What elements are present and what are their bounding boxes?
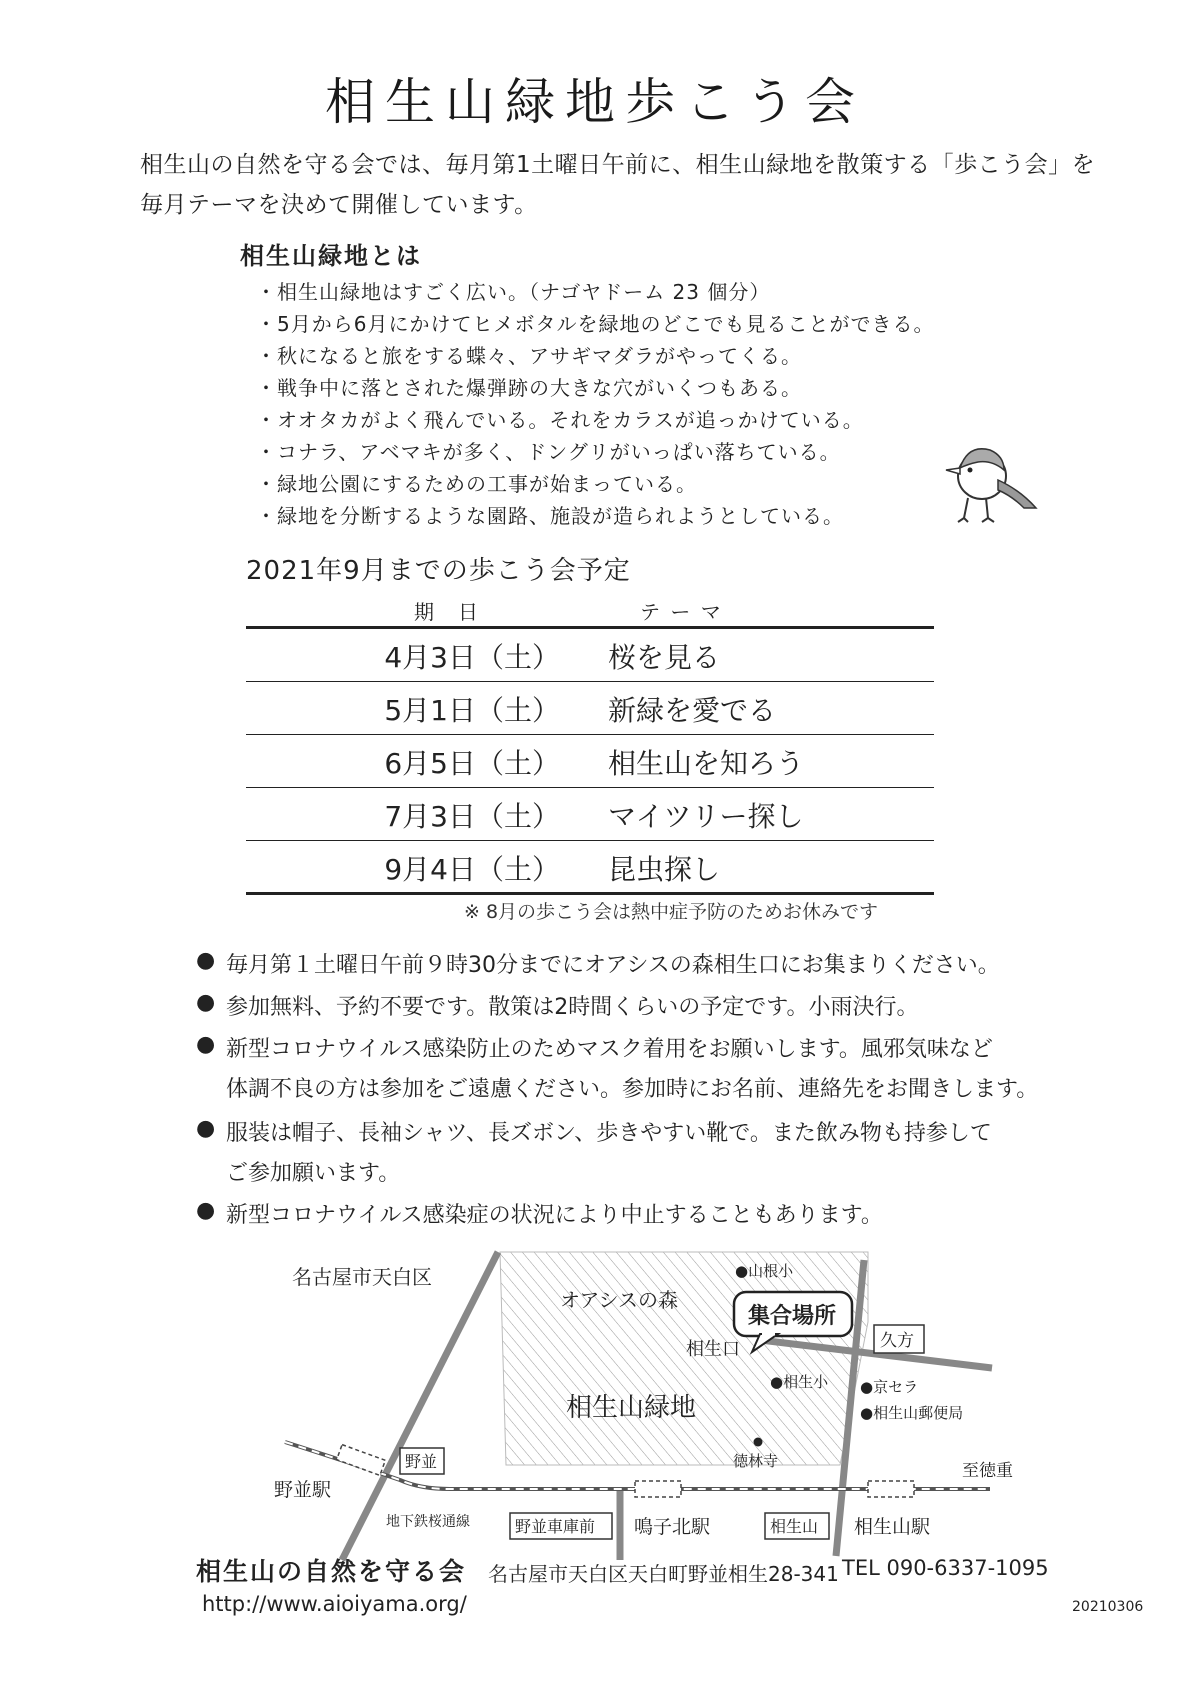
document-code: 20210306 — [1072, 1599, 1144, 1615]
schedule-date: 7月3日（土） — [384, 800, 560, 833]
notice-text: 毎月第１土曜日午前９時30分までにオアシスの森相生口にお集まりください。 — [226, 953, 1000, 978]
map-label-aioi-gate: 相生口 — [686, 1339, 740, 1360]
map-label-subway-line: 地下鉄桜通線 — [386, 1514, 470, 1530]
schedule-heading: 2021年9月までの歩こう会予定 — [246, 556, 631, 586]
org-name: 相生山の自然を守る会 — [196, 1557, 467, 1586]
bullet-icon: ● — [196, 990, 216, 1015]
area-map — [0, 1240, 1190, 1570]
notice-text: 体調不良の方は参加をご遠慮ください。参加時にお名前、連絡先をお聞きします。 — [226, 1077, 1039, 1102]
table-row-divider — [246, 681, 934, 682]
bird-illustration — [938, 432, 1050, 530]
bullet-icon: ● — [196, 1198, 216, 1223]
about-item: ・オオタカがよく飛んでいる。それをカラスが追っかけている。 — [256, 408, 864, 432]
about-heading: 相生山緑地とは — [240, 242, 422, 270]
schedule-note: ※ 8月の歩こう会は熱中症予防のためお休みです — [464, 901, 879, 923]
about-item: ・秋になると旅をする蝶々、アサギマダラがやってくる。 — [256, 344, 802, 368]
map-label-narukokita: 鳴子北駅 — [634, 1516, 711, 1538]
bullet-icon: ● — [196, 948, 216, 973]
noname-station-mark — [337, 1445, 386, 1476]
table-row-divider — [246, 840, 934, 841]
schedule-date: 9月4日（土） — [384, 853, 560, 886]
schedule-theme: マイツリー探し — [608, 800, 804, 833]
table-bottom-rule — [246, 892, 934, 895]
about-item: ・戦争中に落とされた爆弾跡の大きな穴がいくつもある。 — [256, 376, 802, 400]
notice-text: ご参加願います。 — [226, 1161, 401, 1186]
schedule-theme: 新緑を愛でる — [608, 694, 777, 727]
table-row-divider — [246, 734, 934, 735]
intro-line-2: 毎月テーマを決めて開催しています。 — [140, 192, 538, 218]
schedule-theme: 昆虫探し — [608, 853, 721, 886]
map-label-oasis: オアシスの森 — [560, 1288, 678, 1312]
about-item: ・緑地を分断するような園路、施設が造られようとしている。 — [256, 504, 844, 528]
schedule-date: 4月3日（土） — [384, 641, 560, 674]
table-top-rule — [246, 626, 934, 629]
notice-text: 新型コロナウイルス感染防止のためマスク着用をお願いします。風邪気味など — [226, 1037, 993, 1062]
org-website-link[interactable]: http://www.aioiyama.org/ — [202, 1592, 467, 1616]
org-address: 名古屋市天白区天白町野並相生28-341 — [488, 1562, 839, 1586]
about-item: ・コナラ、アベマキが多く、ドングリがいっぱい落ちている。 — [256, 440, 841, 464]
tokurinji-dot — [754, 1438, 763, 1447]
bullet-icon: ● — [196, 1032, 216, 1057]
map-label-greenery: 相生山緑地 — [566, 1393, 697, 1423]
map-label-kyocera: ●京セラ — [860, 1378, 919, 1396]
map-label-yamane: ●山根小 — [735, 1262, 794, 1280]
map-label-aioiyama-station: 相生山駅 — [854, 1516, 931, 1538]
about-item: ・5月から6月にかけてヒメボタルを緑地のどこでも見ることができる。 — [256, 312, 935, 336]
schedule-theme: 桜を見る — [608, 641, 721, 674]
notice-text: 参加無料、予約不要です。散策は2時間くらいの予定です。小雨決行。 — [226, 995, 919, 1020]
intro-line-1: 相生山の自然を守る会では、毎月第1土曜日午前に、相生山緑地を散策する「歩こう会」を — [140, 152, 1096, 178]
map-label-depot: 野並車庫前 — [515, 1517, 596, 1536]
map-label-aioi-school: ●相生小 — [770, 1373, 829, 1391]
map-label-kyuhou: 久方 — [880, 1331, 914, 1351]
narukokita-station-mark — [635, 1481, 681, 1497]
greenery-area — [500, 1252, 868, 1465]
column-header-date: 期 日 — [414, 600, 480, 624]
map-label-aioiyama: 相生山 — [770, 1517, 819, 1536]
page-title: 相生山緑地歩こう会 — [325, 73, 865, 131]
aioiyama-station-mark — [868, 1481, 914, 1497]
notice-text: 新型コロナウイルス感染症の状況により中止することもあります。 — [226, 1203, 883, 1228]
schedule-date: 5月1日（土） — [384, 694, 560, 727]
map-label-tokurinji: 徳林寺 — [733, 1452, 779, 1470]
schedule-date: 6月5日（土） — [384, 747, 560, 780]
table-row-divider — [246, 787, 934, 788]
notice-text: 服装は帽子、長袖シャツ、長ズボン、歩きやすい靴で。また飲み物も持参して — [226, 1121, 992, 1146]
map-label-meeting-point: 集合場所 — [748, 1304, 837, 1329]
column-header-theme: テ ー マ — [640, 600, 723, 624]
map-label-post-office: ●相生山郵便局 — [860, 1404, 964, 1422]
map-label-noname-station: 野並駅 — [274, 1479, 332, 1501]
map-label-ward: 名古屋市天白区 — [292, 1265, 432, 1289]
bullet-icon: ● — [196, 1116, 216, 1141]
about-item: ・緑地公園にするための工事が始まっている。 — [256, 472, 697, 496]
schedule-theme: 相生山を知ろう — [608, 747, 805, 780]
about-item: ・相生山緑地はすごく広い。（ナゴヤドーム 23 個分） — [256, 280, 771, 304]
org-phone: TEL 090-6337-1095 — [842, 1556, 1049, 1580]
map-label-noname: 野並 — [405, 1452, 438, 1471]
map-label-to-tokushige: 至徳重 — [962, 1461, 1013, 1481]
